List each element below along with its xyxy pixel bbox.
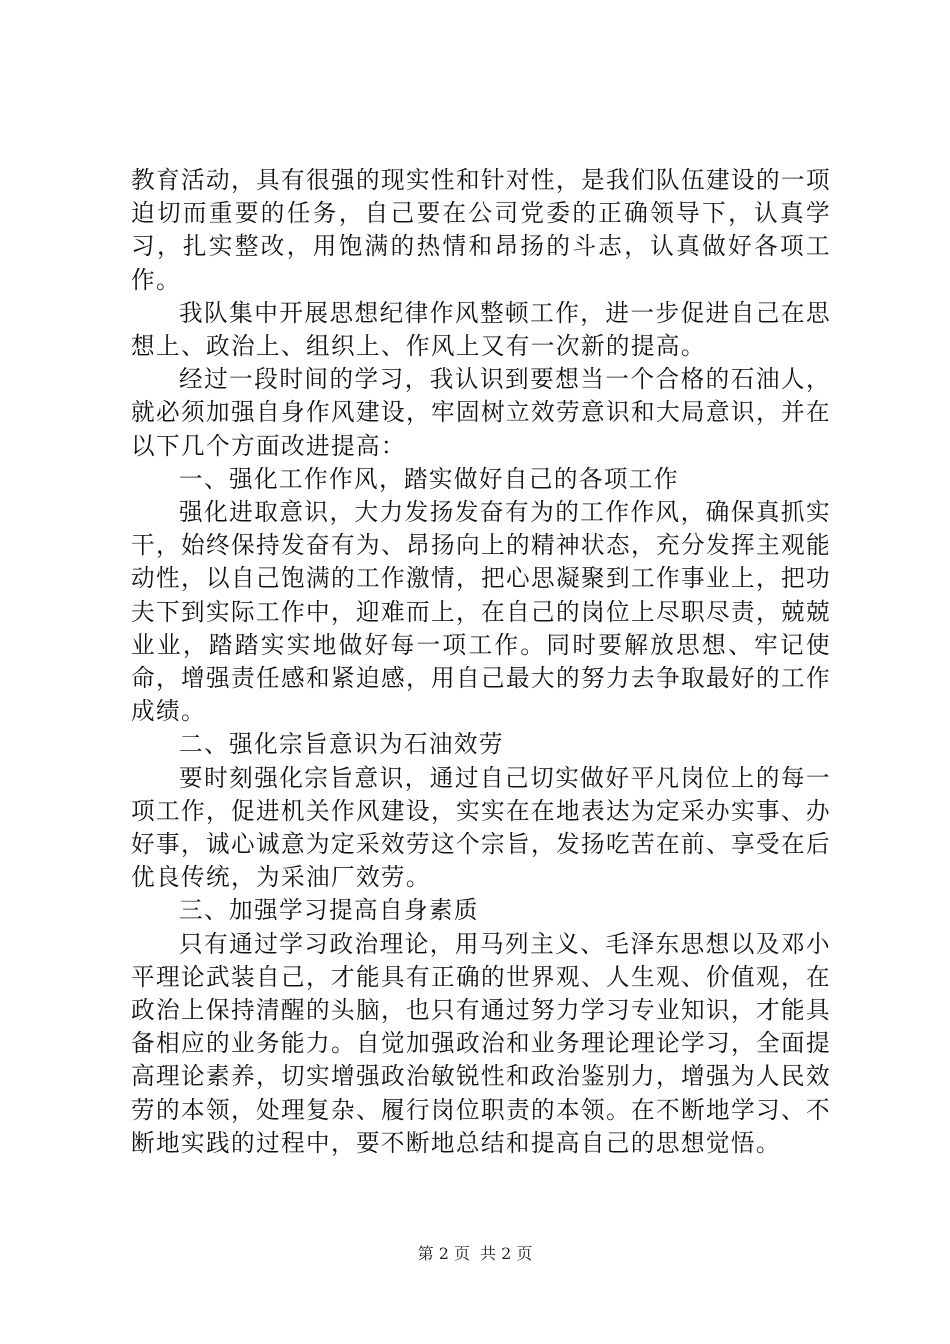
section-heading-3: 三、加强学习提高自身素质: [179, 896, 479, 925]
page-total: 共 2 页: [480, 1244, 533, 1263]
page-footer: [0, 1244, 950, 1264]
section-heading-2: 二、强化宗旨意识为石油效劳: [179, 730, 504, 759]
paragraph: 只有通过学习政治理论，用马列主义、毛泽东思想以及邓小平理论武装自己，才能具有正确的世界观、人生观、价值观，在政治上保持清醒的头脑，也只有通过努力学习专业知识，才能具备相应的业务能力。自觉加强政治和业务理论理论学习，全面提高理论素养，切实增强政治敏锐性和政治鉴别力，增强为人民效劳的本领，处理复杂、履行岗位职责的本领。在不断地学习、不断地实践的过程中，要不断地总结和提高自己的思想觉悟。: [131, 929, 831, 1157]
page-number: 第 2 页: [417, 1244, 470, 1263]
document-body: [131, 164, 831, 1160]
paragraph: 我队集中开展思想纪律作风整顿工作，进一步促进自己在思想上、政治上、组织上、作风上又有一次新的提高。: [131, 298, 831, 361]
paragraph: 经过一段时间的学习，我认识到要想当一个合格的石油人，就必须加强自身作风建设，牢固树立效劳意识和大局意识，并在以下几个方面改进提高：: [131, 365, 831, 460]
paragraph: 要时刻强化宗旨意识，通过自己切实做好平凡岗位上的每一项工作，促进机关作风建设，实实在在地表达为定采办实事、办好事，诚心诚意为定采效劳这个宗旨，发扬吃苦在前、享受在后优良传统，为采油厂效劳。: [131, 763, 831, 892]
section-heading-1: 一、强化工作作风，踏实做好自己的各项工作: [179, 464, 679, 493]
paragraph: 强化进取意识，大力发扬发奋有为的工作作风，确保真抓实干，始终保持发奋有为、昂扬向上的精神状态，充分发挥主观能动性，以自己饱满的工作激情，把心思凝聚到工作事业上，把功夫下到实际工作中，迎难而上，在自己的岗位上尽职尽责，兢兢业业，踏踏实实地做好每一项工作。同时要解放思想、牢记使命，增强责任感和紧迫感，用自己最大的努力去争取最好的工作成绩。: [131, 498, 831, 726]
paragraph-continuation: 教育活动，具有很强的现实性和针对性，是我们队伍建设的一项迫切而重要的任务，自己要在公司党委的正确领导下，认真学习，扎实整改，用饱满的热情和昂扬的斗志，认真做好各项工作。: [131, 166, 831, 294]
